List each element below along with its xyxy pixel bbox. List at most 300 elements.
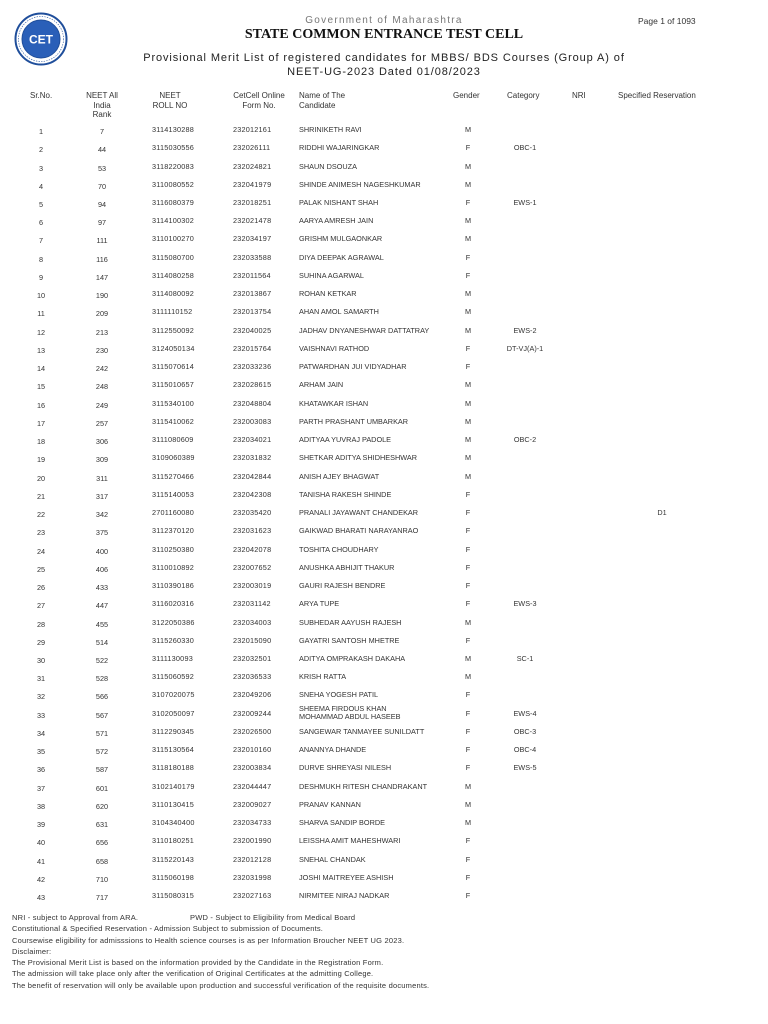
cell-gender: F [465, 854, 471, 864]
cell-neet-rank: 257 [95, 418, 109, 428]
cell-gender: M [464, 234, 472, 244]
cell-sr-no: 8 [38, 254, 44, 264]
table-row [0, 124, 768, 142]
cell-neet-rank: 249 [95, 400, 109, 410]
cell-roll-no: 3124050134 [152, 343, 195, 353]
cell-gender: M [464, 161, 472, 171]
cell-gender: F [465, 690, 471, 700]
cell-candidate-name: VAISHNAVI RATHOD [299, 343, 370, 353]
cell-candidate-name-line1: SHEEMA FIRDOUS KHAN [299, 703, 387, 713]
cell-category: OBC-1 [513, 143, 537, 153]
table-row [0, 671, 768, 689]
document-subtitle-line2: NEET-UG-2023 Dated 01/08/2023 [287, 66, 481, 78]
cell-category: SC-1 [516, 654, 534, 663]
cell-form-no: 232027163 [233, 891, 272, 901]
cell-sr-no: 21 [36, 491, 46, 501]
cell-roll-no: 3114130288 [152, 125, 195, 134]
cell-neet-rank: 572 [95, 747, 109, 757]
cell-gender: M [464, 471, 472, 481]
cell-category: EWS-3 [513, 599, 537, 609]
table-row [0, 799, 768, 817]
col-header-name-line1: Name of The [299, 91, 346, 100]
col-header-name-line2: Candidate [299, 100, 336, 110]
cell-neet-rank: 147 [95, 272, 109, 282]
cell-roll-no: 3122050386 [152, 617, 195, 627]
table-row [0, 161, 768, 179]
cell-roll-no: 3115220143 [152, 854, 195, 864]
cell-gender: M [464, 307, 472, 317]
government-heading: Government of Maharashtra [305, 15, 463, 26]
cell-neet-rank: 601 [95, 783, 109, 793]
cell-sr-no: 4 [38, 181, 44, 191]
cell-candidate-name: SNEHAL CHANDAK [299, 854, 366, 864]
cell-candidate-name: NIRMITEE NIRAJ NADKAR [299, 891, 390, 901]
cell-candidate-name: ARHAM JAIN [299, 380, 344, 390]
cell-candidate-name: ANANNYA DHANDE [299, 745, 367, 755]
cell-neet-rank: 306 [95, 437, 109, 447]
col-header-roll-line2: ROLL NO [152, 100, 188, 110]
table-row [0, 361, 768, 379]
cell-gender: F [465, 726, 471, 736]
cell-roll-no: 3110130415 [152, 799, 195, 809]
table-row [0, 726, 768, 744]
cell-neet-rank: 97 [97, 218, 107, 228]
cell-gender: F [465, 252, 471, 262]
cell-form-no: 232021478 [233, 216, 272, 226]
table-row [0, 379, 768, 397]
cell-candidate-name: GAIKWAD BHARATI NARAYANRAO [299, 526, 419, 536]
cell-roll-no: 3111080609 [152, 435, 194, 445]
cell-form-no: 232034021 [233, 435, 272, 445]
cell-candidate-name: DESHMUKH RITESH CHANDRAKANT [299, 781, 428, 791]
cell-roll-no: 3115080315 [152, 891, 195, 901]
cell-roll-no: 3114080258 [152, 270, 195, 280]
col-header-form-line1: CetCell Online [233, 91, 285, 100]
cell-form-no: 232042308 [233, 489, 272, 499]
col-header-rank-line1: NEET All [86, 91, 118, 100]
table-row [0, 434, 768, 452]
cell-gender: M [464, 325, 472, 335]
table-row [0, 507, 768, 525]
cell-form-no: 232042844 [233, 471, 272, 481]
cell-roll-no: 3115030556 [152, 143, 195, 153]
cell-sr-no: 37 [36, 783, 46, 793]
cell-neet-rank: 94 [97, 200, 107, 209]
cell-neet-rank: 230 [95, 345, 109, 355]
table-row [0, 872, 768, 890]
cell-form-no: 232048804 [233, 398, 272, 408]
table-row [0, 762, 768, 780]
cell-neet-rank: 566 [95, 692, 109, 702]
cell-gender: F [465, 763, 471, 773]
table-row [0, 270, 768, 288]
table-row [0, 325, 768, 343]
cell-gender: F [465, 635, 471, 645]
table-row [0, 306, 768, 324]
cell-form-no: 232034197 [233, 234, 272, 244]
cell-roll-no: 3110180251 [152, 836, 195, 846]
cell-sr-no: 16 [36, 400, 46, 410]
cell-candidate-name: SNEHA YOGESH PATIL [299, 690, 379, 700]
cell-candidate-name: DIYA DEEPAK AGRAWAL [299, 252, 384, 262]
cell-roll-no: 3111130093 [152, 654, 193, 663]
cell-neet-rank: 522 [95, 656, 109, 665]
footer-line-4: Disclaimer: [12, 946, 52, 956]
footer-notes [12, 912, 760, 991]
cell-form-no: 232040025 [233, 325, 272, 335]
page-number: Page 1 of 1093 [638, 16, 696, 26]
cell-neet-rank: 342 [95, 510, 109, 519]
cell-gender: M [464, 672, 472, 682]
cell-sr-no: 43 [36, 893, 46, 903]
cell-sr-no: 36 [36, 765, 46, 775]
cell-roll-no: 3115060592 [152, 672, 195, 682]
cell-gender: M [464, 398, 472, 408]
table-row [0, 398, 768, 416]
cell-neet-rank: 70 [97, 181, 107, 191]
table-row [0, 781, 768, 799]
cell-gender: F [465, 143, 471, 153]
cell-gender: M [464, 818, 472, 828]
cell-candidate-name: DURVE SHREYASI NILESH [299, 763, 392, 773]
cell-neet-rank: 116 [96, 254, 108, 264]
cell-candidate-name: GAYATRI SANTOSH MHETRE [299, 635, 400, 645]
cell-sr-no: 11 [37, 309, 45, 319]
col-header-form [224, 91, 294, 110]
cell-sr-no: 12 [36, 327, 46, 337]
cell-gender: M [464, 781, 472, 791]
cell-candidate-name: SHRINIKETH RAVI [299, 125, 362, 134]
cell-gender: F [465, 708, 471, 718]
table-row [0, 580, 768, 598]
cell-form-no: 232049206 [233, 690, 272, 700]
cell-neet-rank: 528 [95, 674, 109, 684]
col-header-nri: NRI [572, 91, 586, 100]
cell-candidate-name: KRISH RATTA [299, 672, 347, 682]
cell-form-no: 232034003 [233, 617, 272, 627]
cell-sr-no: 40 [36, 838, 46, 848]
col-header-roll-line1: NEET [159, 91, 181, 100]
cell-candidate-name [299, 705, 401, 721]
cell-sr-no: 41 [36, 856, 46, 866]
table-row [0, 635, 768, 653]
table-row [0, 252, 768, 270]
cell-sr-no: 25 [36, 564, 46, 574]
cell-roll-no: 3110390186 [152, 581, 195, 590]
cell-neet-rank: 400 [95, 546, 109, 556]
cell-roll-no: 3115410062 [152, 416, 195, 426]
cell-candidate-name: AHAN AMOL SAMARTH [299, 307, 379, 317]
cell-form-no: 232034733 [233, 818, 272, 828]
cell-neet-rank: 209 [95, 309, 109, 319]
cell-specified-reservation: D1 [657, 508, 667, 517]
col-header-category: Category [507, 91, 540, 100]
table-row [0, 179, 768, 197]
cell-sr-no: 18 [36, 437, 46, 447]
footer-line-5: The Provisional Merit List is based on the information provided by the Candidate in the Registration Form. [12, 958, 384, 968]
cell-candidate-name: KHATAWKAR ISHAN [299, 398, 369, 408]
cell-candidate-name: LEISSHA AMIT MAHESHWARI [299, 836, 401, 846]
cell-roll-no: 3110080552 [152, 179, 195, 189]
cell-category: EWS-4 [513, 708, 537, 718]
cell-sr-no: 1 [38, 127, 44, 136]
document-subtitle-line1: Provisional Merit List of registered candidates for MBBS/ BDS Courses (Group A) of [143, 52, 625, 64]
cell-neet-rank: 455 [95, 619, 109, 629]
col-header-rank-line2: India [93, 100, 111, 110]
cell-sr-no: 39 [36, 820, 46, 830]
cell-category: EWS-2 [513, 325, 537, 335]
cell-gender: M [464, 416, 472, 426]
cell-sr-no: 7 [38, 236, 44, 246]
cell-form-no: 232013867 [233, 289, 272, 299]
cell-sr-no: 6 [38, 218, 44, 228]
table-row [0, 817, 768, 835]
cell-neet-rank: 567 [95, 710, 109, 720]
cell-neet-rank: 658 [95, 856, 109, 866]
cell-neet-rank: 248 [95, 382, 109, 392]
footer-line-3: Coursewise eligibility for admisssions to Health science courses is as per Information Broucher NEET UG 2023. [12, 935, 405, 945]
cell-roll-no: 3110100270 [152, 234, 195, 244]
cell-roll-no: 3115340100 [152, 398, 195, 408]
cell-form-no: 232036533 [233, 672, 272, 682]
cell-roll-no: 3104340400 [152, 818, 195, 828]
cell-roll-no: 3112370120 [152, 526, 195, 536]
cell-form-no: 232042078 [233, 544, 272, 554]
cell-category: OBC-3 [513, 726, 537, 736]
cell-gender: F [465, 362, 471, 372]
table-row [0, 489, 768, 507]
cell-form-no: 232003834 [233, 763, 272, 773]
cell-gender: M [464, 216, 472, 226]
cell-neet-rank: 656 [95, 838, 109, 848]
cell-gender: F [465, 581, 471, 590]
cell-gender: F [465, 508, 471, 517]
pwd-note: PWD - Subject to Eligibility from Medical Board [190, 913, 356, 922]
cell-roll-no: 3112550092 [152, 325, 195, 335]
cell-gender: F [465, 526, 471, 536]
cell-roll-no: 3116080379 [152, 198, 195, 207]
cell-category: OBC-4 [513, 745, 537, 755]
cell-form-no: 232026111 [233, 143, 271, 153]
cell-gender: M [464, 380, 472, 390]
cell-roll-no: 3107020075 [152, 690, 195, 700]
cell-form-no: 232003083 [233, 416, 272, 426]
cell-form-no: 232026500 [233, 726, 272, 736]
cell-sr-no: 14 [36, 364, 46, 374]
cell-form-no: 232015090 [233, 635, 272, 645]
col-header-name [299, 91, 345, 110]
cell-roll-no: 3109060389 [152, 453, 195, 463]
cell-gender: F [465, 872, 471, 882]
cell-roll-no: 3115260330 [152, 635, 195, 645]
cell-sr-no: 33 [36, 710, 46, 720]
cell-form-no: 232035420 [233, 508, 272, 517]
table-row [0, 617, 768, 635]
cell-form-no: 232009244 [233, 708, 272, 718]
cell-roll-no: 3115060198 [152, 872, 195, 882]
cell-sr-no: 20 [36, 473, 46, 483]
cell-neet-rank: 571 [95, 728, 109, 738]
cell-category: DT-VJ(A)-1 [506, 343, 544, 353]
cell-neet-rank: 406 [95, 564, 109, 574]
col-header-rank-line3: Rank [92, 110, 112, 119]
cell-neet-rank: 53 [97, 163, 107, 173]
table-row [0, 233, 768, 251]
cell-candidate-name: RIDDHI WAJARINGKAR [299, 143, 380, 153]
table-row [0, 343, 768, 361]
cell-candidate-name: SHAUN DSOUZA [299, 161, 357, 171]
table-row [0, 653, 768, 671]
table-row [0, 142, 768, 160]
cell-neet-rank: 631 [95, 820, 109, 830]
table-row [0, 854, 768, 872]
cell-form-no: 232001990 [233, 836, 272, 846]
cell-candidate-name: GRISHM MULGAONKAR [299, 234, 383, 244]
cell-roll-no: 3116020316 [152, 599, 195, 609]
table-row [0, 525, 768, 543]
cell-form-no: 232015764 [233, 343, 272, 353]
cell-sr-no: 3 [38, 163, 44, 173]
cell-candidate-name: TANISHA RAKESH SHINDE [299, 489, 392, 499]
cell-roll-no: 3115140053 [152, 489, 195, 499]
footer-line-2: Constitutional & Specified Reservation - Admission Subject to submission of Documents. [12, 924, 324, 934]
cell-neet-rank: 317 [95, 491, 109, 501]
cell-gender: M [464, 654, 472, 663]
cell-sr-no: 31 [36, 674, 46, 684]
cell-form-no: 232041979 [233, 179, 272, 189]
cell-form-no: 232032501 [233, 654, 272, 663]
cell-neet-rank: 620 [95, 801, 109, 811]
cell-roll-no: 2701160080 [152, 508, 195, 517]
cell-neet-rank: 213 [95, 327, 109, 337]
cell-form-no: 232028615 [233, 380, 272, 390]
cell-form-no: 232003019 [233, 581, 272, 590]
cell-sr-no: 32 [36, 692, 46, 702]
cell-candidate-name: ADITYAA YUVRAJ PADOLE [299, 435, 392, 445]
cell-candidate-name: PALAK NISHANT SHAH [299, 198, 379, 207]
cell-gender: M [464, 179, 472, 189]
cell-form-no: 232031142 [233, 599, 271, 609]
cell-gender: M [464, 125, 472, 134]
cell-roll-no: 3115270466 [152, 471, 195, 481]
cell-neet-rank: 375 [95, 528, 109, 538]
cell-form-no: 232012128 [233, 854, 272, 864]
cell-candidate-name: ARYA TUPE [299, 599, 340, 609]
table-row [0, 890, 768, 908]
cell-form-no: 232012161 [233, 125, 272, 134]
cell-form-no: 232011564 [233, 270, 271, 280]
cell-candidate-name-line2: MOHAMMAD ABDUL HASEEB [299, 711, 401, 721]
cell-candidate-name: JADHAV DNYANESHWAR DATTATRAY [299, 325, 430, 335]
cell-gender: F [465, 198, 471, 207]
cell-sr-no: 23 [36, 528, 46, 538]
cell-roll-no: 3102140179 [152, 781, 195, 791]
cell-form-no: 232033588 [233, 252, 272, 262]
cell-neet-rank: 242 [95, 364, 109, 374]
cell-candidate-name: PRANALI JAYAWANT CHANDEKAR [299, 508, 419, 517]
cell-gender: F [465, 599, 471, 609]
cell-gender: M [464, 799, 472, 809]
cell-category: OBC-2 [513, 435, 537, 445]
cell-sr-no: 22 [36, 510, 46, 519]
cell-sr-no: 24 [36, 546, 46, 556]
cell-form-no: 232018251 [233, 198, 272, 207]
cell-sr-no: 10 [36, 291, 46, 301]
cell-form-no: 232031623 [233, 526, 272, 536]
cell-roll-no: 3118220083 [152, 161, 195, 171]
cell-candidate-name: SUBHEDAR AAYUSH RAJESH [299, 617, 402, 627]
cell-sr-no: 35 [36, 747, 46, 757]
cell-gender: M [464, 289, 472, 299]
cell-roll-no: 3118180188 [152, 763, 195, 773]
col-header-form-line2: Form No. [242, 100, 276, 110]
cell-candidate-name: PARTH PRASHANT UMBARKAR [299, 416, 409, 426]
cell-candidate-name: JOSHI MAITREYEE ASHISH [299, 872, 394, 882]
table-row [0, 416, 768, 434]
cell-neet-rank: 190 [95, 291, 109, 301]
col-header-sr: Sr.No. [30, 91, 53, 100]
cell-candidate-name: TOSHITA CHOUDHARY [299, 544, 379, 554]
cell-sr-no: 29 [36, 637, 46, 647]
cell-sr-no: 38 [36, 801, 46, 811]
cell-roll-no: 3115070614 [152, 362, 195, 372]
table-row [0, 544, 768, 562]
col-header-roll [145, 91, 195, 110]
table-row [0, 598, 768, 616]
cell-form-no: 232010160 [233, 745, 272, 755]
cell-gender: M [464, 453, 472, 463]
cell-neet-rank: 309 [95, 455, 109, 465]
cell-roll-no: 3110010892 [152, 562, 195, 572]
cell-gender: F [465, 270, 471, 280]
cell-gender: F [465, 836, 471, 846]
table-row [0, 835, 768, 853]
cell-gender: F [465, 343, 471, 353]
cell-neet-rank: 44 [97, 145, 107, 155]
nri-note: NRI - subject to Approval from ARA. [12, 913, 139, 922]
cell-roll-no: 3115010657 [152, 380, 195, 390]
cell-sr-no: 9 [38, 272, 44, 282]
cell-sr-no: 27 [36, 601, 46, 611]
table-row [0, 703, 768, 726]
cell-gender: F [465, 891, 471, 901]
cell-sr-no: 19 [36, 455, 46, 465]
cell-roll-no: 3102050097 [152, 708, 195, 718]
cell-neet-rank: 514 [95, 637, 109, 647]
cell-sr-no: 17 [36, 418, 46, 428]
cell-candidate-name: ANISH AJEY BHAGWAT [299, 471, 380, 481]
cell-neet-rank: 433 [95, 583, 109, 592]
cell-candidate-name: ADITYA OMPRAKASH DAKAHA [299, 654, 406, 663]
footer-line-7: The benefit of reservation will only be available upon production and successful verification of the requisite documents. [12, 980, 430, 990]
cell-candidate-name: PATWARDHAN JUI VIDYADHAR [299, 362, 407, 372]
cell-form-no: 232009027 [233, 799, 272, 809]
cell-candidate-name: PRANAV KANNAN [299, 799, 361, 809]
cell-category: EWS-5 [513, 763, 537, 773]
col-header-specified-reservation: Specified Reservation [618, 91, 696, 100]
table-row [0, 288, 768, 306]
cell-form-no: 232044447 [233, 781, 272, 791]
cell-roll-no: 3114080092 [152, 289, 195, 299]
table-row [0, 215, 768, 233]
cell-sr-no: 42 [36, 874, 46, 884]
cell-sr-no: 15 [36, 382, 46, 392]
footer-line-6: The admission will take place only after the verification of Original Certificates at the admitting College. [12, 969, 374, 979]
cell-gender: M [464, 435, 472, 445]
cell-roll-no: 3115130564 [152, 745, 195, 755]
cell-form-no: 232031998 [233, 872, 272, 882]
table-row [0, 197, 768, 215]
